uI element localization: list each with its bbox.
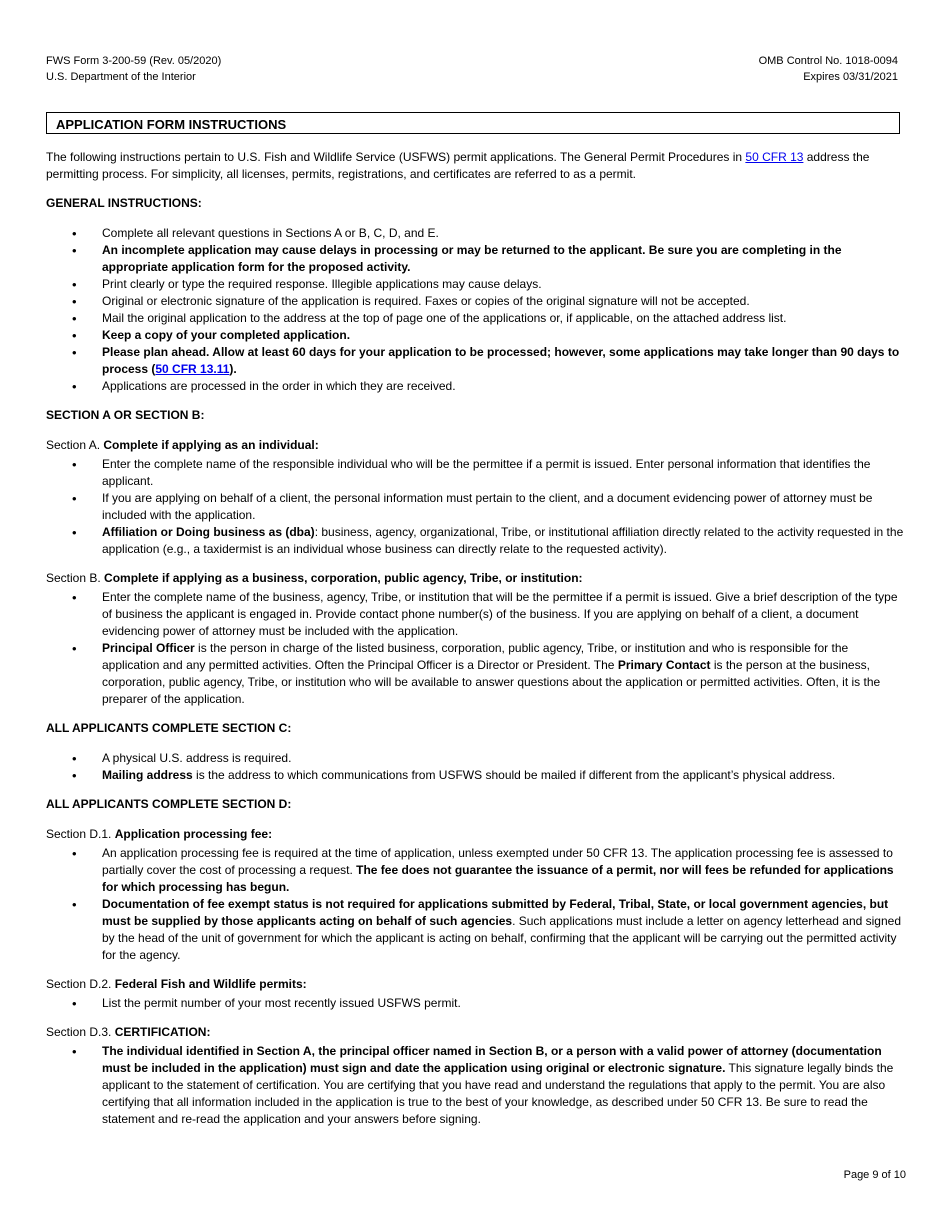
section-a-title — [46, 437, 904, 454]
list-item-text: is the person at the business, corporation, public agency, Tribe, or institution who will be available to answer questions about the application or permitted activities. Often, it is the preparer of the application. — [102, 658, 881, 706]
cfr13-link[interactable]: 50 CFR 13 — [745, 150, 804, 164]
section-d1-prefix: Section D.1. — [46, 827, 115, 841]
intro-paragraph — [46, 149, 904, 183]
list-item-bold: The fee does not guarantee the issuance of a permit, nor will fees be refunded for applications for which processing has begun. — [102, 863, 894, 894]
section-b-prefix: Section B. — [46, 571, 105, 585]
section-d2-prefix: Section D.2. — [46, 977, 115, 991]
list-item-bold: The individual identified in Section A, the principal officer named in Section B, or a person with a valid power of attorney (documentation must be included in the application) must sign and date the application using original or electronic signature. — [102, 1044, 882, 1075]
section-d3-prefix: Section D.3. — [46, 1025, 115, 1039]
list-item-text: . Such applications must include a letter on agency letterhead and signed by the head of the unit of government for which the applicant is acting on behalf, confirming that the applicant will be carrying out the permitted activity for the agency. — [102, 914, 901, 962]
list-item — [46, 896, 904, 964]
list-item: • Mail the original application to the address at the top of page one of the applications or, if applicable, on the attached address list. — [46, 310, 904, 327]
department: U.S. Department of the Interior — [46, 71, 196, 83]
section-d3-list — [46, 1043, 904, 1128]
general-instructions-list — [46, 225, 904, 395]
list-item-text: Please plan ahead. Allow at least 60 days for your application to be processed; however, some applications may take longer than 90 days to process ( — [102, 345, 900, 376]
cfr1311-link[interactable]: 50 CFR 13.11 — [155, 362, 230, 376]
section-d2-title — [46, 976, 904, 993]
list-item — [46, 344, 904, 378]
intro-text-1: The following instructions pertain to U.S. Fish and Wildlife Service (USFWS) permit applications. The General Permit Procedures in — [46, 150, 746, 164]
list-item-text: : business, agency, organizational, Tribe, or institutional affiliation directly related to the activity requested in the application (e.g., a taxidermist is an individual whose business can directly relate to the requested activity). — [102, 525, 904, 556]
list-item: • Print clearly or type the required response. Illegible applications may cause delays. — [46, 276, 904, 293]
instructions-body — [46, 149, 904, 1140]
section-a-prefix: Section A. — [46, 438, 104, 452]
section-ab-heading: SECTION A OR SECTION B: — [46, 408, 205, 422]
section-a-list — [46, 456, 904, 558]
section-a-title-text: Complete if applying as an individual: — [103, 438, 319, 452]
section-c-heading: ALL APPLICANTS COMPLETE SECTION C: — [46, 721, 292, 735]
list-item: • Enter the complete name of the responsible individual who will be the permittee if a permit is issued. Enter personal information that identifies the applicant. — [46, 456, 904, 490]
list-item-text: is the person in charge of the listed business, corporation, public agency, Tribe, or institution and who is responsible for the application and any permitted activities. Often the Principal Officer is a Director or President. The — [102, 641, 849, 672]
list-item-bold: Primary Contact — [617, 658, 711, 672]
page-number: Page 9 of 10 — [843, 1169, 906, 1181]
list-item-bold: Affiliation or Doing business as (dba) — [102, 525, 315, 539]
list-item-text: An incomplete application may cause delays in processing or may be returned to the applicant. Be sure you are completing in the appropriate application form for the proposed activity. — [102, 243, 842, 274]
form-id: FWS Form 3-200-59 (Rev. 05/2020) — [46, 55, 222, 67]
list-item — [46, 524, 904, 558]
section-d1-title — [46, 826, 904, 843]
section-d2-list — [46, 995, 904, 1012]
list-item: • Applications are processed in the order in which they are received. — [46, 378, 904, 395]
list-item: • Enter the complete name of the business, agency, Tribe, or institution that will be the permittee if a permit is issued. Give a brief description of the type of business the applicant is engaged in. Provide contact phone number(s) of the business. If you are applying on behalf of a client, a document evidencing power of attorney must be included with the application. — [46, 589, 904, 640]
header-right — [759, 53, 898, 85]
list-item — [46, 640, 904, 708]
section-d1-list — [46, 845, 904, 964]
list-item — [46, 845, 904, 896]
section-b-list — [46, 589, 904, 708]
section-b-title — [46, 570, 904, 587]
section-d2-title-text: Federal Fish and Wildlife permits: — [114, 977, 307, 991]
omb-control: OMB Control No. 1018-0094 — [758, 55, 898, 67]
section-c-list — [46, 750, 904, 784]
section-d3-title-text: CERTIFICATION: — [114, 1025, 211, 1039]
section-d1-title-text: Application processing fee: — [114, 827, 273, 841]
section-b-title-text: Complete if applying as a business, corporation, public agency, Tribe, or institution: — [104, 571, 583, 585]
intro-text-2: address the permitting process. For simplicity, all licenses, permits, registrations, and certificates are referred to as a permit. — [46, 150, 870, 181]
page-title: APPLICATION FORM INSTRUCTIONS — [46, 112, 900, 134]
list-item: • If you are applying on behalf of a client, the personal information must pertain to the client, and a document evidencing power of attorney must be included with the application. — [46, 490, 904, 524]
list-item-text: An application processing fee is required at the time of application, unless exempted under 50 CFR 13. The application processing fee is assessed to partially cover the cost of processing a request. — [102, 846, 893, 877]
list-item: • Original or electronic signature of the application is required. Faxes or copies of the original signature will not be accepted. — [46, 293, 904, 310]
list-item — [46, 767, 904, 784]
list-item-bold: Mailing address — [102, 768, 193, 782]
list-item-text: This signature legally binds the applicant to the statement of certification. You are certifying that you have read and understand the regulations that apply to the permit. You are also certifying that all information included in the application is true to the best of your knowledge, as described under 50 CFR 13. Be sure to read the statement and re-read the application and your answers before signing. — [102, 1061, 894, 1126]
list-item — [46, 327, 904, 344]
list-item: • List the permit number of your most recently issued USFWS permit. — [46, 995, 904, 1012]
list-item: • Complete all relevant questions in Sections A or B, C, D, and E. — [46, 225, 904, 242]
list-item-text: is the address to which communications from USFWS should be mailed if different from the applicant’s physical address. — [192, 768, 836, 782]
list-item — [46, 242, 904, 276]
general-instructions-heading: GENERAL INSTRUCTIONS: — [46, 196, 202, 210]
list-item-text: Keep a copy of your completed application. — [102, 328, 351, 342]
list-item-bold: Principal Officer — [102, 641, 195, 655]
header-left — [46, 53, 221, 85]
section-d3-title — [46, 1024, 904, 1041]
section-d-heading: ALL APPLICANTS COMPLETE SECTION D: — [46, 797, 292, 811]
list-item-bold: Documentation of fee exempt status is not required for applications submitted by Federal, Tribal, State, or local government agencies, but must be supplied by those applicants acting on behalf of such agencies — [102, 897, 889, 928]
list-item: • A physical U.S. address is required. — [46, 750, 904, 767]
list-item-text: ). — [229, 362, 237, 376]
list-item — [46, 1043, 904, 1128]
expiration-date: Expires 03/31/2021 — [803, 71, 898, 83]
